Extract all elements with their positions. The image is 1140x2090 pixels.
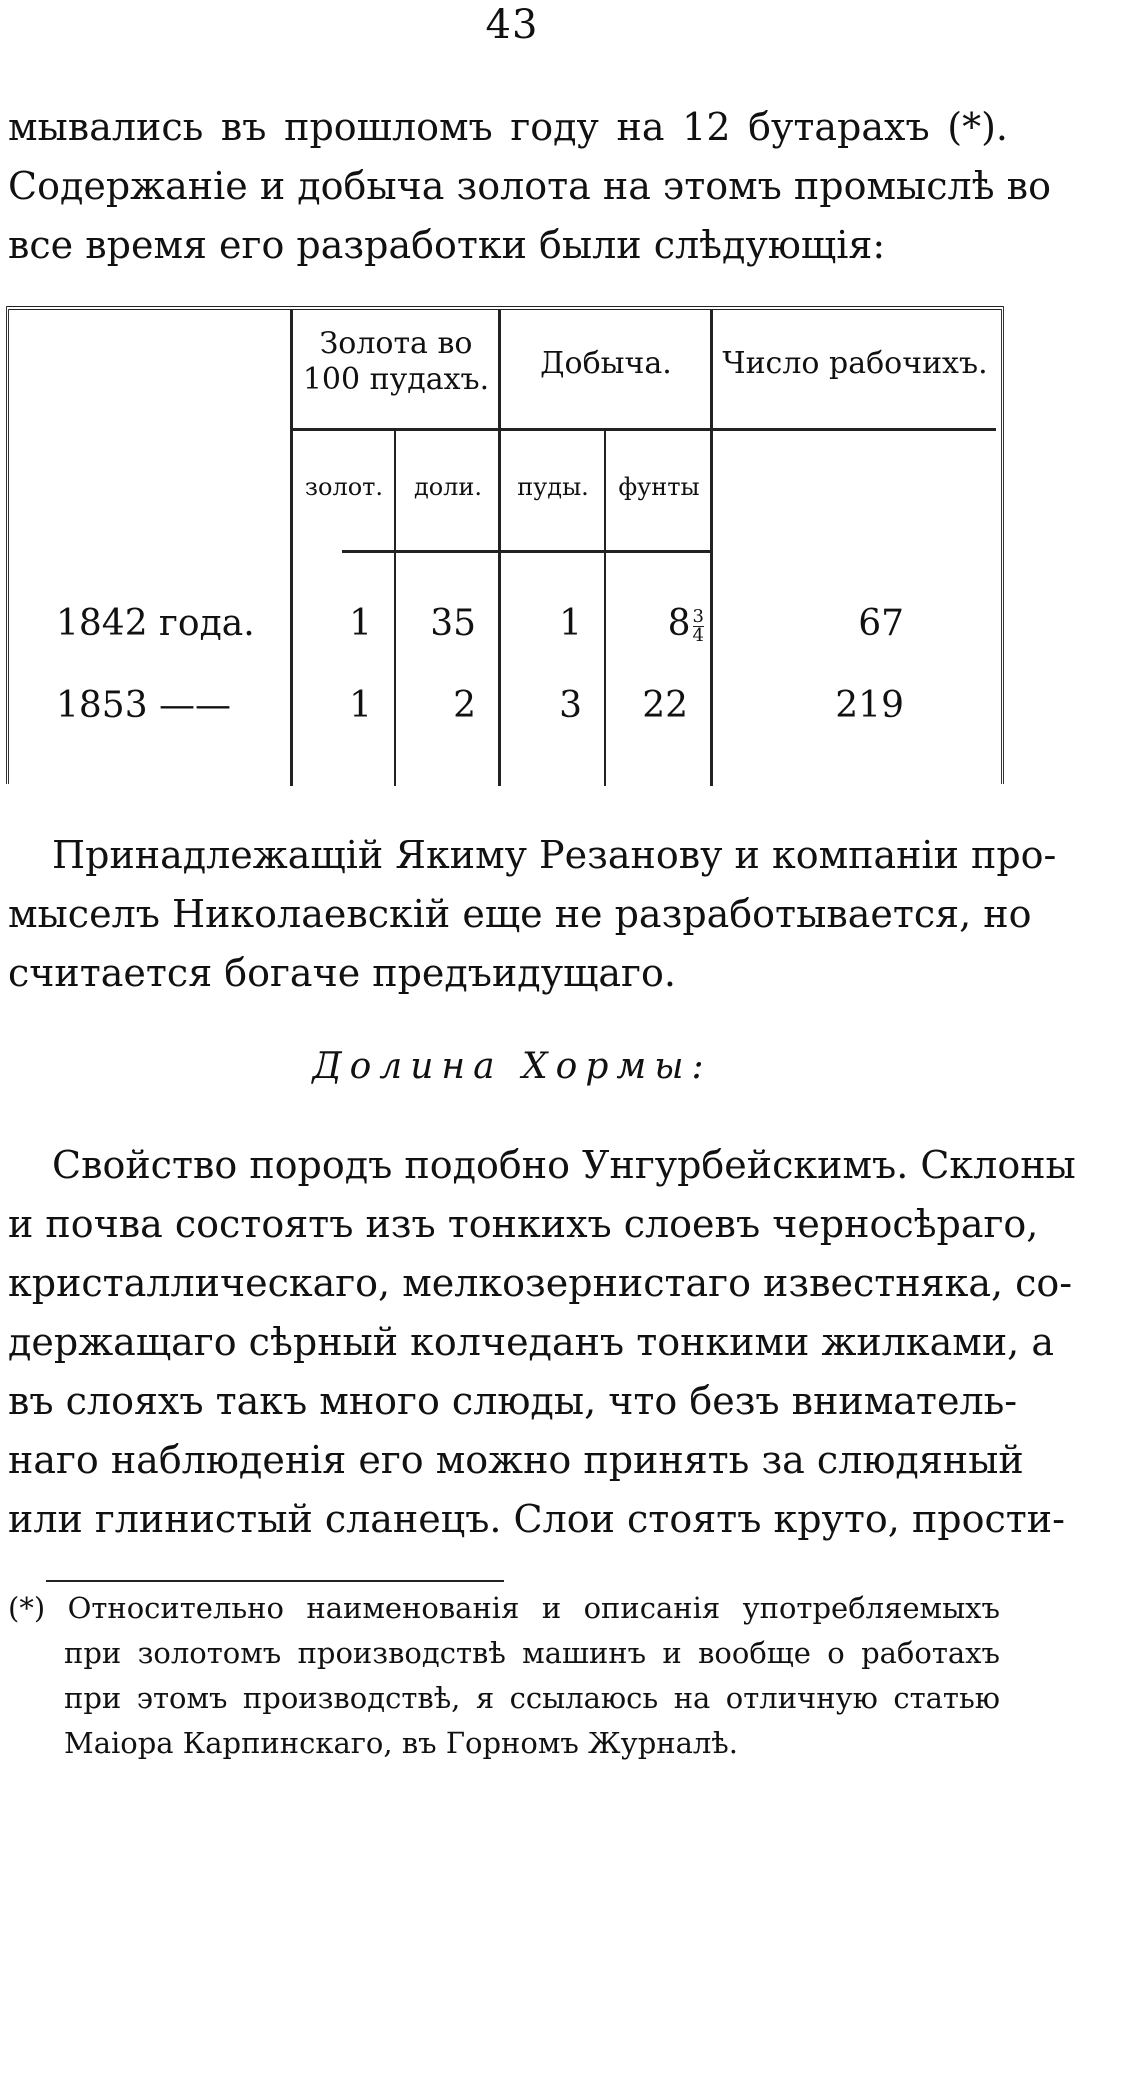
paragraph-line: наго наблюденія его можно принять за слюдяный [8,1438,1024,1482]
paragraph-line: мывались въ прошломъ году на 12 бутарахъ (*). [8,105,1008,149]
production-table [6,306,1002,786]
fraction-denominator: 4 [692,624,704,646]
footnote-line: при золотомъ производствѣ машинъ и вообще о работахъ [64,1636,1000,1670]
paragraph-line: считается богаче предъидущаго. [8,951,676,995]
fraction-numerator: 3 [692,605,704,627]
footnote-line: при этомъ производствѣ, я ссылаюсь на отличную статью [64,1681,1000,1715]
paragraph-line: или глинистый сланецъ. Слои стоятъ круто, прости- [8,1497,1065,1541]
fraction [692,605,704,646]
paragraph-2 [8,826,1057,1003]
cell-workers: 219 [835,685,904,726]
paragraph-line: и почва состоятъ изъ тонкихъ слоевъ черносѣраго, [8,1202,1039,1246]
table-rule [342,550,712,553]
table-divider [394,430,396,786]
cell-zolot: 1 [349,603,372,644]
subheader-zolot: золот. [304,473,384,501]
paragraph-line: держащаго сѣрный колчеданъ тонкими жилками, а [8,1320,1054,1364]
footnote-line: Маіора Карпинскаго, въ Горномъ Журналѣ. [64,1726,739,1760]
row-year: 1853 —— [56,685,232,726]
table-rule [292,428,996,431]
table-divider [498,310,501,786]
row-year: 1842 года. [56,603,255,644]
cell-zolot: 1 [349,685,372,726]
cell-pudy: 1 [559,603,582,644]
footnote [8,1586,1000,1766]
footnote-divider [46,1580,504,1582]
page-number: 43 [485,2,539,48]
header-gold-per-100: Золота во 100 пудахъ. [302,326,490,397]
table-divider [710,310,713,786]
table-divider [290,310,293,786]
cell-funty: 22 [642,685,688,726]
cell-funty-whole: 8 [667,603,691,644]
paragraph-line: Свойство породъ подобно Унгурбейскимъ. Склоны [52,1143,1076,1187]
paragraph-line: въ слояхъ такъ много слюды, что безъ вниматель- [8,1379,1018,1423]
subheader-doli: доли. [413,473,483,501]
cell-pudy: 3 [559,685,582,726]
paragraph-line: все время его разработки были слѣдующія: [8,223,886,267]
paragraph-line: Содержаніе и добыча золота на этомъ промыслѣ во [8,164,1051,208]
paragraph-3 [8,1136,1076,1549]
cell-doli: 2 [453,685,476,726]
paragraph-1 [8,98,1051,275]
subheader-pudy: пуды. [517,473,589,501]
paragraph-line: мыселъ Николаевскій еще не разработывается, но [8,892,1032,936]
cell-funty [608,602,704,646]
header-workers: Число рабочихъ. [722,346,988,381]
header-production: Добыча. [540,346,672,381]
table-divider [604,430,606,786]
cell-workers: 67 [858,603,904,644]
footnote-line: (*) Относительно наименованія и описанія употребляемыхъ [8,1591,1000,1625]
subheader-funty: фунты [618,473,700,501]
paragraph-line: Принадлежащій Якиму Резанову и компаніи про- [52,833,1057,877]
paragraph-line: кристаллическаго, мелкозернистаго известняка, со- [8,1261,1073,1305]
cell-doli: 35 [430,603,476,644]
section-heading: Долина Хормы: [312,1046,712,1087]
